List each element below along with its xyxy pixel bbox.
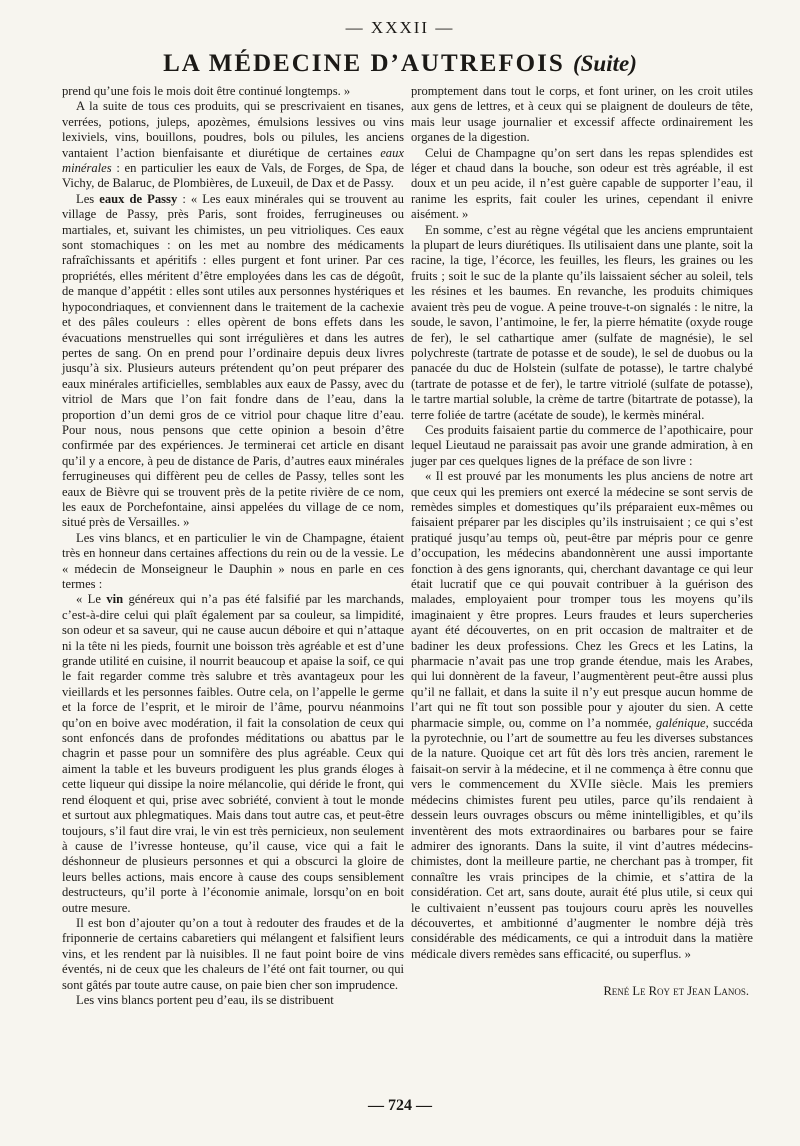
right-column <box>411 84 753 1000</box>
paragraph: Il est bon d’ajouter qu’on a tout à redouter des fraudes et de la friponnerie de certains cabaretiers qui mélangent et falsifient leurs vins, et les rendent par là nuisibles. Il ne faut point boire de vins éventés, ni de ceux que les chaleurs de l’été ont fait tourner, ou qui sont gâtés par toute autre cause, on paie bien cher son imprudence. <box>62 915 404 992</box>
article-title-suffix: (Suite) <box>572 51 637 76</box>
paragraph: A la suite de tous ces produits, qui se prescrivaient en tisanes, verrées, potions, juleps, apozèmes, émulsions lessives ou vins lexiviels, vins, bouillons, poudres, bols ou pilules, les anciens vantaient l’action bienfaisante et diurétique de certaines eaux minérales : en particulier les eaux de Vals, de Forges, de Spa, de Vichy, de Balaruc, de Plombières, de Luxeuil, de Dax et de Passy. <box>62 99 404 191</box>
page-number: — 724 — <box>368 1097 432 1114</box>
author-signature: René Le Roy et Jean Lanos. <box>603 984 749 999</box>
page-header-roman-numeral: — XXXII — <box>345 18 455 37</box>
article-title-text: LA MÉDECINE D’AUTREFOIS <box>163 50 565 77</box>
paragraph: « Le vin généreux qui n’a pas été falsifié par les marchands, c’est-à-dire celui qui plaît également par sa couleur, sa limpidité, son odeur et sa saveur, qui ne cause aucun déboire et qui n’attaque ni la tête ni les pieds, fournit une boisson très agréable et est d’une grande utilité en cuisine, il nourrit beaucoup et apaise la soif, ce qui le fait regarder comme très salubre et très avantageux pour les vieillards et les personnes faibles. Outre cela, on l’appelle le germe et la force de l’esprit, et le miroir de l’âme, pourvu néanmoins qu’on en boive avec modération, il fait la consolation de ceux qui sont enfoncés dans de profondes méditations ou abattus par le chagrin et passe pour un somnifère des plus agréable. Ceux qui aiment la table et les buveurs prodiguent les plus grands éloges à cette liqueur qui dissipe la noire mélancolie, qui déride le front, qui rend éloquent et qui, prise avec sobriété, convient à tout le monde et surtout aux phlegmatiques. Mais dans tout autre cas, et peut-être toujours, s’il faut dire vrai, le vin est très pernicieux, non seulement à cause de l’ivresse honteuse, qu’il cause, vice qui a fait le déshonneur de plusieurs personnes et qui a obscurci la gloire de leurs belles actions, mais encore à cause des coups sensiblement destructeurs, qu’il porte à l’économie animale, lorsqu’on en boit outre mesure. <box>62 592 404 915</box>
paragraph: En somme, c’est au règne végétal que les anciens empruntaient la plupart de leurs diurétiques. Ils utilisaient dans une plante, soit la racine, la tige, l’écorce, les feuilles, les fleurs, les graines ou les fruits ; soit le suc de la plante qu’ils laissaient sécher au soleil, tels les résines et les baumes. En revanche, les produits chimiques avaient très peu de vogue. A peine trouve-t-on signalés : le nitre, la soude, le savon, l’antimoine, le fer, la pierre hématite (oxyde rouge de fer), le sel cathartique amer (sulfate de magnésie), le sel polychreste (tartrate de potasse et de soude), le sel de duobus ou la panacée du duc de Holstein (sulfate de potasse), le tartre chalybé (tartrate de potasse et de fer), le tartre vitriolé (sulfate de potasse), le tartre martial soluble, la crème de tartre (bitartrate de potasse), la terre foliée de tartre (acétate de soude), le kermès minéral. <box>411 222 753 422</box>
paragraph: promptement dans tout le corps, et font uriner, on les croit utiles aux gens de lettres, et à ceux qui se plaignent de douleurs de tête, mais leur usage journalier et excessif affecte ordinairement les organes de la digestion. <box>411 84 753 145</box>
paragraph: Celui de Champagne qu’on sert dans les repas splendides est léger et chaud dans la bouche, son odeur est très agréable, il est doux et un peu acide, il n’est guère capable de supporter l’eau, il ranime les esprits, fait couler les urines, cependant il enivre aisément. » <box>411 145 753 222</box>
paragraph: « Il est prouvé par les monuments les plus anciens de notre art que ceux qui les premiers ont exercé la médecine se sont servis de remèdes simples et domestiques qu’ils préparaient eux-mêmes ou faisaient préparer par les disciples qu’ils instruisaient ; ce qui s’est pratiqué jusqu’au temps où, peut-être par mépris pour ce genre d’occupation, les médecins abandonnèrent une aussi importante fonction à des gens ignorants, qui, cherchant davantage ce qui leur était lucratif que ce qui pouvait contribuer à la guérison des malades, employaient pour tromper tous les moyens qu’ils imaginaient y être propres. Leurs fraudes et leurs supercheries ayant été découvertes, on en prit occasion de maltraiter et de badiner les deux professions. Chez les Grecs et les Latins, la pharmacie n’avait pas une trop grande étendue, mais les Arabes, qui lui donnèrent de la faveur, l’augmentèrent peut-être aussi plus qu’il ne fallait, et dans la suite il n’y eut presque aucun homme de l’art qui ne fît tout son possible pour y ajouter du sien. A cette pharmacie simple, ou, comme on l’a nommée, galénique, succéda la pyrotechnie, ou l’art de soumettre au feu les diverses substances de la nature. Quoique cet art fût dès lors très ancien, rarement le faisait-on servir à la médecine, et il ne commença à être connu que vers le commencement du XVIIe siècle. Mais les premiers médecins chimistes furent peu utiles, parce qu’ils rendaient à dessein leurs ouvrages obscurs ou même inintelligibles, et qu’ils inventèrent des mots extraordinaires ou barbares pour se faire admirer des ignorants. Dans la suite, il vint d’autres médecins-chimistes, dont la meilleure partie, ne cherchant pas à tromper, fit connaître les vrais principes de la chimie, et s’attira de la considération. Cet art, sans doute, aurait été plus utile, si ceux qui le cultivaient n’eussent pas toujours couru après les nouvelles découvertes, et ambitionné d’augmenter le nombre déjà très considérable des médicaments, ce qui a introduit dans la matière médicale divers remèdes sans efficacité, ou superflus. » <box>411 469 753 961</box>
left-column <box>62 84 404 1008</box>
paragraph: prend qu’une fois le mois doit être continué longtemps. » <box>62 84 351 98</box>
paragraph: Les vins blancs portent peu d’eau, ils se distribuent <box>76 992 334 1007</box>
paragraph: Les vins blancs, et en particulier le vin de Champagne, étaient très en honneur dans certaines affections du rein ou de la vessie. Le « médecin de Monseigneur le Dauphin » nous en parle en ces termes : <box>62 530 404 591</box>
paragraph: Ces produits faisaient partie du commerce de l’apothicaire, pour lequel Lieutaud ne paraissait pas avoir une grande admiration, à en juger par ces quelques lignes de la préface de son livre : <box>411 422 753 468</box>
paragraph: Les eaux de Passy : « Les eaux minérales qui se trouvent au village de Passy, près Paris, sont froides, ferrugineuses ou martiales, et, suivant les chimistes, un peu vitrioliques. Ces eaux sont stomachiques : on les met au nombre des médicaments rafraîchissants et apéritifs : elles purgent et font uriner. Par ces propriétés, elles méritent d’être employées dans les cas de dégoût, de manque d’appétit : elles sont utiles aux personnes hystériques et hypocondriaques, et conviennent dans le traitement de la cachexie et des pâles couleurs : elles opèrent de bons effets dans les évacuations menstruelles qui sont irrégulières et dans les autres pertes de sang. On en prend pour l’ordinaire depuis deux livres jusqu’à six. Plusieurs auteurs prétendent qu’on peut préparer des eaux minérales artificielles, semblables aux eaux de Passy, avec du vitriol de Mars que l’on fait fondre dans de l’eau, dans la proportion d’un demi gros de ce vitriol pour chaque litre d’eau. Pour nous, nous pensons que cette opinion a besoin d’être confirmée par des expériences. Je terminerai cet article en disant qu’il y a encore, à peu de distance de Paris, d’autres eaux minérales ferrugineuses qui diffèrent peu de celles de Passy, telles sont les eaux de Bièvre qui se trouvent près de la petite rivière de ce nom, les eaux de Porchefontaine, ainsi appelées du village de ce nom, situé près de Versailles. » <box>62 191 404 530</box>
article-title <box>60 50 740 78</box>
